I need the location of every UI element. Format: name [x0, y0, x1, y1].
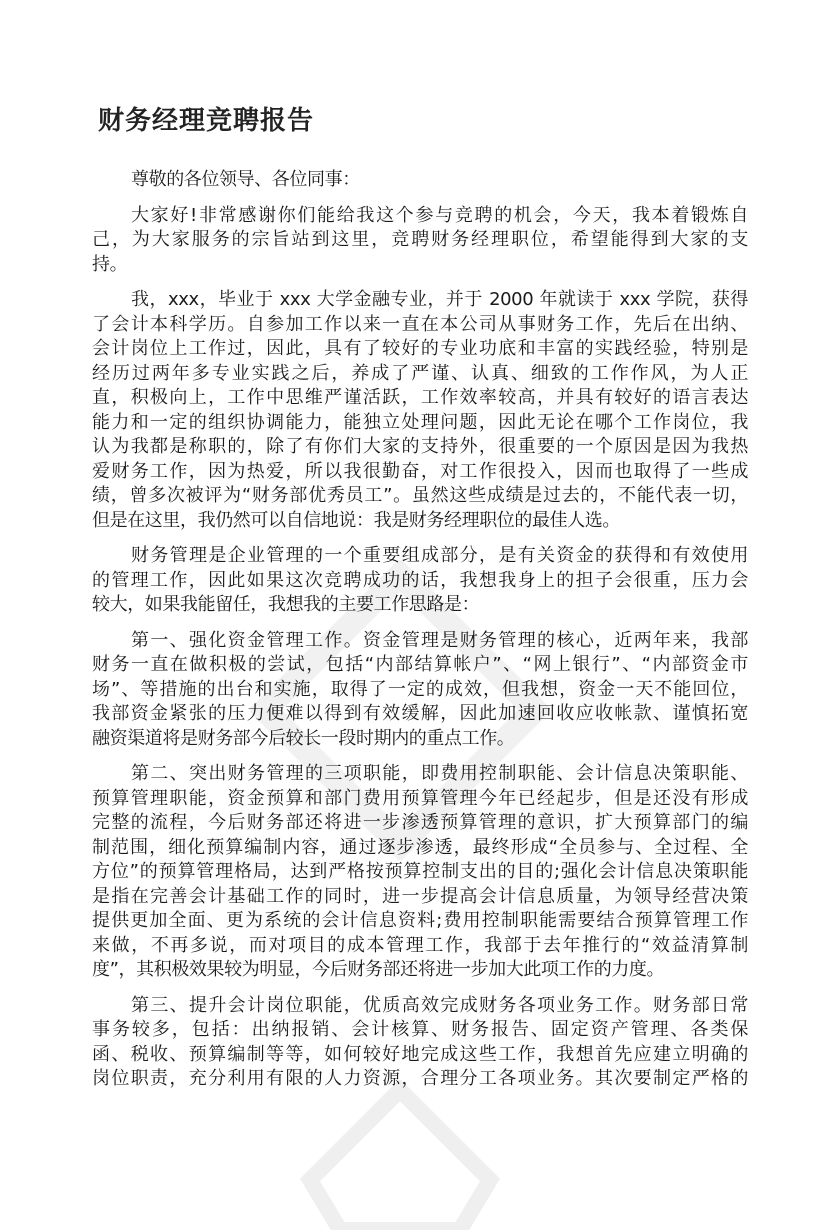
- text-line: 我部资金紧张的压力便难以得到有效缓解，因此加速回收应收帐款、谨慎拓宽: [92, 703, 748, 724]
- text-line: 我，xxx，毕业于 xxx 大学金融专业，并于 2000 年就读于 xxx 学院，获得: [131, 289, 748, 310]
- paragraph: [92, 544, 748, 618]
- text-line: 直，积极向上，工作中思维严谨活跃，工作效率较高，并具有较好的语言表达: [92, 387, 748, 408]
- text-line: 度”，其积极效果较为明显，今后财务部还将进一步加大此项工作的力度。: [92, 959, 665, 980]
- text-line: 岗位职责，充分利用有限的人力资源，合理分工各项业务。其次要制定严格的: [92, 1068, 748, 1089]
- greeting-paragraph: [92, 168, 748, 193]
- paragraph: [92, 994, 748, 1092]
- text-line: 场”、等措施的出台和实施，取得了一定的成效，但我想，资金一天不能回位，: [92, 678, 748, 700]
- document-title: 财务经理竞聘报告: [98, 106, 315, 136]
- text-line: 爱财务工作，因为热爱，所以我很勤奋，对工作很投入，因而也取得了一些成: [92, 460, 748, 482]
- text-line: 了会计本科学历。自参加工作以来一直在本公司从事财务工作，先后在出纳、: [92, 313, 748, 335]
- text-line: 但是在这里，我仍然可以自信地说：我是财务经理职位的最佳人选。: [92, 509, 620, 531]
- document-body: [92, 168, 748, 1103]
- paragraph: [92, 762, 748, 983]
- text-line: 提供更加全面、更为系统的会计信息资料;费用控制职能需要结合预算管理工作: [92, 910, 748, 931]
- text-line: 财务管理是企业管理的一个重要组成部分，是有关资金的获得和有效使用: [131, 545, 748, 566]
- text-line: 较大，如果我能留任，我想我的主要工作思路是：: [92, 594, 480, 615]
- text-line: 认为我都是称职的，除了有你们大家的支持外，很重要的一个原因是因为我热: [92, 436, 748, 457]
- text-line: 制范围，细化预算编制内容，通过逐步渗透，最终形成“全员参与、全过程、全: [92, 836, 748, 858]
- text-line: 尊敬的各位领导、各位同事：: [131, 169, 360, 190]
- paragraph: [92, 204, 748, 278]
- text-line: 函、税收、预算编制等等，如何较好地完成这些工作，我想首先应建立明确的: [92, 1043, 748, 1065]
- text-line: 第二、突出财务管理的三项职能，即费用控制职能、会计信息决策职能、: [131, 763, 748, 784]
- paragraph: [92, 288, 748, 533]
- text-line: 第三、提升会计岗位职能，优质高效完成财务各项业务工作。财务部日常: [131, 994, 748, 1016]
- text-line: 绩，曾多次被评为“财务部优秀员工”。虽然这些成绩是过去的，不能代表一切，: [92, 485, 748, 506]
- watermark-bottom-icon: [300, 1080, 500, 1230]
- text-line: 财务一直在做积极的尝试，包括“内部结算帐户”、“网上银行”、“内部资金市: [92, 654, 748, 675]
- text-line: 是指在完善会计基础工作的同时，进一步提高会计信息质量，为领导经营决策: [92, 885, 748, 907]
- text-line: 预算管理职能，资金预算和部门费用预算管理今年已经起步，但是还没有形成: [92, 787, 748, 809]
- text-line: 持。: [92, 253, 128, 275]
- text-line: 经历过两年多专业实践之后，养成了严谨、认真、细致的工作作风，为人正: [92, 362, 748, 384]
- text-line: 能力和一定的组织协调能力，能独立处理问题，因此无论在哪个工作岗位，我: [92, 411, 748, 433]
- text-line: 融资渠道将是财务部今后较长一段时期内的重点工作。: [92, 727, 515, 749]
- text-line: 来做，不再多说，而对项目的成本管理工作，我部于去年推行的“效益清算制: [92, 934, 748, 956]
- text-line: 大家好!非常感谢你们能给我这个参与竞聘的机会，今天，我本着锻炼自: [131, 204, 748, 226]
- text-line: 第一、强化资金管理工作。资金管理是财务管理的核心，近两年来，我部: [131, 629, 748, 651]
- text-line: 方位”的预算管理格局，达到严格按预算控制支出的目的;强化会计信息决策职能: [92, 861, 748, 882]
- text-line: 会计岗位上工作过，因此，具有了较好的专业功底和丰富的实践经验，特别是: [92, 338, 748, 359]
- paragraph: [92, 629, 748, 752]
- text-line: 事务较多，包括：出纳报销、会计核算、财务报告、固定资产管理、各类保: [92, 1019, 748, 1040]
- text-line: 完整的流程，今后财务部还将进一步渗透预算管理的意识，扩大预算部门的编: [92, 812, 748, 833]
- text-line: 的管理工作，因此如果这次竞聘成功的话，我想我身上的担子会很重，压力会: [92, 569, 748, 591]
- text-line: 己，为大家服务的宗旨站到这里，竞聘财务经理职位，希望能得到大家的支: [92, 229, 748, 250]
